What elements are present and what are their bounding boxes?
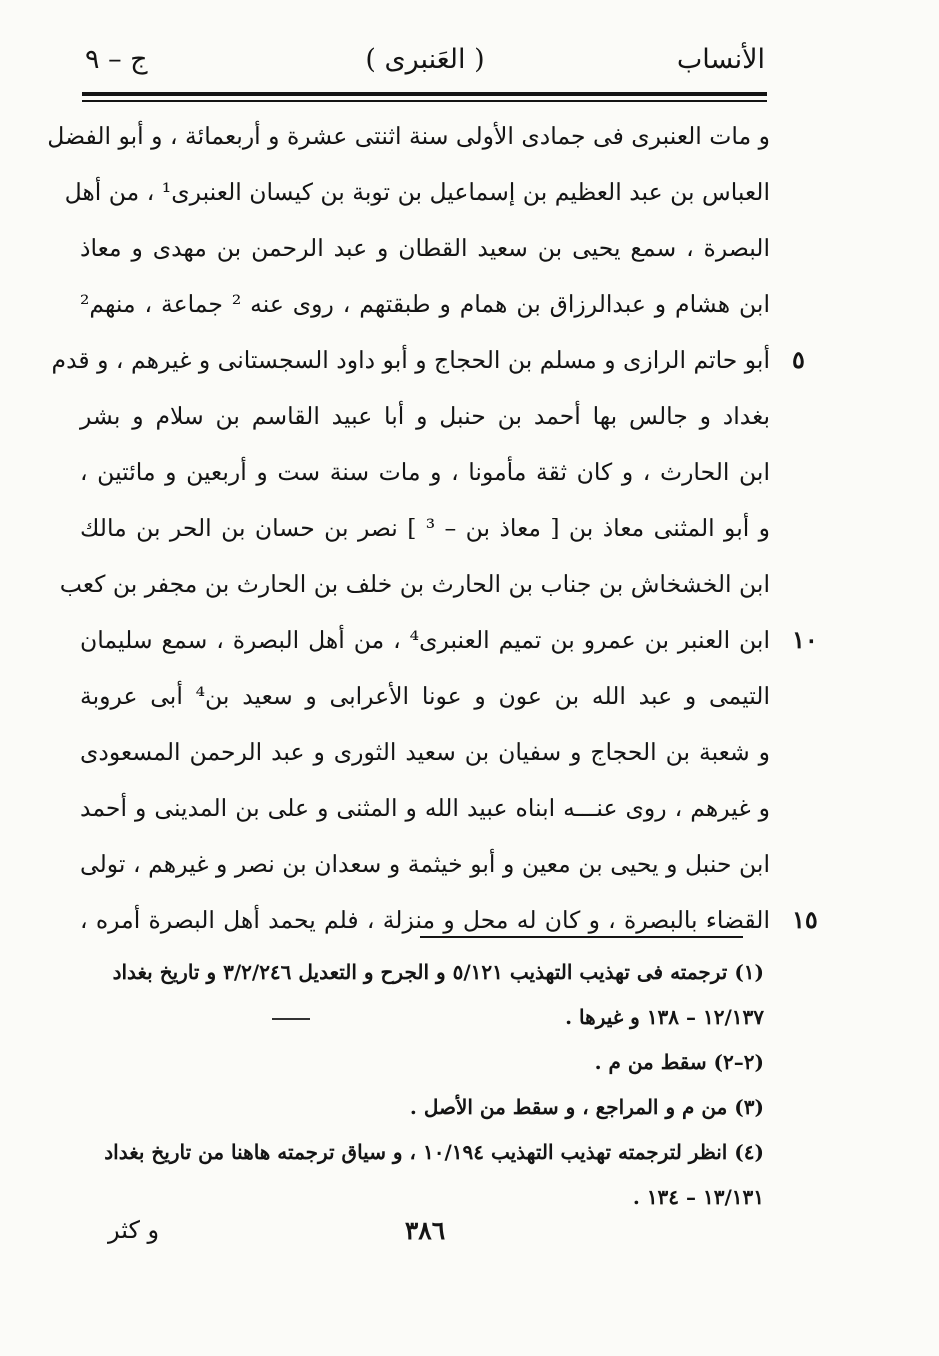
ink-mark	[272, 1018, 310, 1020]
footnote-line: ١٣/١٣١ – ١٣٤ .	[632, 1185, 764, 1209]
footnote-line: (٤) انظر لترجمته تهذيب التهذيب ١٠/١٩٤ ، و سياق ترجمته هاهنا من تاريخ بغداد	[104, 1140, 764, 1164]
main-text	[47, 108, 818, 948]
text-line	[80, 500, 770, 556]
text-line-content: و شعبة بن الحجاج و سفيان بن سعيد الثورى و عبد الرحمن المسعودى	[80, 738, 770, 766]
text-line	[80, 724, 770, 780]
text-line-content: بغداد و جالس بها أحمد بن حنبل و أبا عبيد القاسم بن سلام و بشر	[80, 402, 770, 430]
footnote-separator	[420, 936, 743, 938]
text-line	[80, 892, 818, 948]
header-section-title: ( العَنبرى )	[365, 44, 485, 75]
text-line	[80, 388, 770, 444]
text-line-content: و أبو المثنى معاذ بن [ معاذ بن – ³ ] نصر بن حسان بن الحر بن مالك	[80, 514, 770, 542]
text-line-content: ابن العنبر بن عمرو بن تميم العنبرى⁴ ، من أهل البصرة ، سمع سليمان	[80, 626, 770, 654]
text-line-content: القضاء بالبصرة ، و كان له محل و منزلة ، فلم يحمد أهل البصرة أمره ،	[80, 906, 770, 934]
text-line-content: البصرة ، سمع يحيى بن سعيد القطان و عبد الرحمن بن مهدى و معاذ	[80, 234, 770, 262]
footnotes	[92, 950, 764, 1220]
text-line	[80, 612, 818, 668]
header-rule-thick	[82, 92, 767, 96]
line-number: ٥	[792, 345, 805, 374]
footnote-line: (٣) من م و المراجع ، و سقط من الأصل .	[409, 1095, 764, 1119]
text-line-content: ابن حنبل و يحيى بن معين و أبو خيثمة و سعدان بن نصر و غيرهم ، تولى	[80, 850, 770, 878]
text-line-content: العباس بن عبد العظيم بن إسماعيل بن توبة بن كيسان العنبرى¹ ، من أهل	[64, 178, 770, 206]
text-line	[80, 444, 770, 500]
line-number: ١٥	[792, 905, 818, 934]
text-line	[80, 780, 770, 836]
text-line-content: ابن هشام و عبدالرزاق بن همام و طبقتهم ، روى عنه ² جماعة ، منهم²	[80, 290, 771, 318]
text-line	[80, 836, 770, 892]
text-line-content: و مات العنبرى فى جمادى الأولى سنة اثنتى عشرة و أربعمائة ، و أبو الفضل	[47, 122, 770, 150]
running-header	[85, 40, 765, 84]
text-line	[64, 164, 770, 220]
header-book-title: الأنساب	[676, 44, 765, 75]
text-line	[47, 108, 770, 164]
text-line	[51, 332, 805, 388]
text-line	[80, 276, 770, 332]
footnote-line: (١) ترجمته فى تهذيب التهذيب ٥/١٢١ و الجرح و التعديل ٣/٢/٢٤٦ و تاريخ بغداد	[112, 960, 764, 984]
text-line-content: التيمى و عبد الله بن عون و عونا الأعرابى و سعيد بن⁴ أبى عروبة	[80, 682, 770, 710]
text-line-content: ابن الحارث ، و كان ثقة مأمونا ، و مات سنة ست و أربعين و مائتين ،	[80, 458, 770, 486]
header-rule-thin	[82, 100, 767, 102]
catchword: و كثر	[108, 1216, 160, 1244]
footnote-line: (٢–٢) سقط من م .	[594, 1050, 764, 1074]
text-line-content: أبو حاتم الرازى و مسلم بن الحجاج و أبو داود السجستانى و غيرهم ، و قدم	[51, 346, 770, 374]
header-volume: ج – ٩	[85, 44, 148, 75]
text-line	[59, 556, 770, 612]
text-line-content: ابن الخشخاش بن جناب بن الحارث بن خلف بن الحارث بن مجفر بن كعب	[59, 570, 770, 598]
footnote-line: ١٢/١٣٧ – ١٣٨ و غيرها .	[565, 1005, 764, 1029]
text-line	[80, 668, 770, 724]
text-line-content: و غيرهم ، روى عنـــه ابناه عبيد الله و المثنى و على بن المدينى و أحمد	[80, 794, 770, 822]
line-number: ١٠	[792, 625, 818, 654]
page-number: ٣٨٦	[404, 1216, 446, 1245]
text-line	[80, 220, 770, 276]
